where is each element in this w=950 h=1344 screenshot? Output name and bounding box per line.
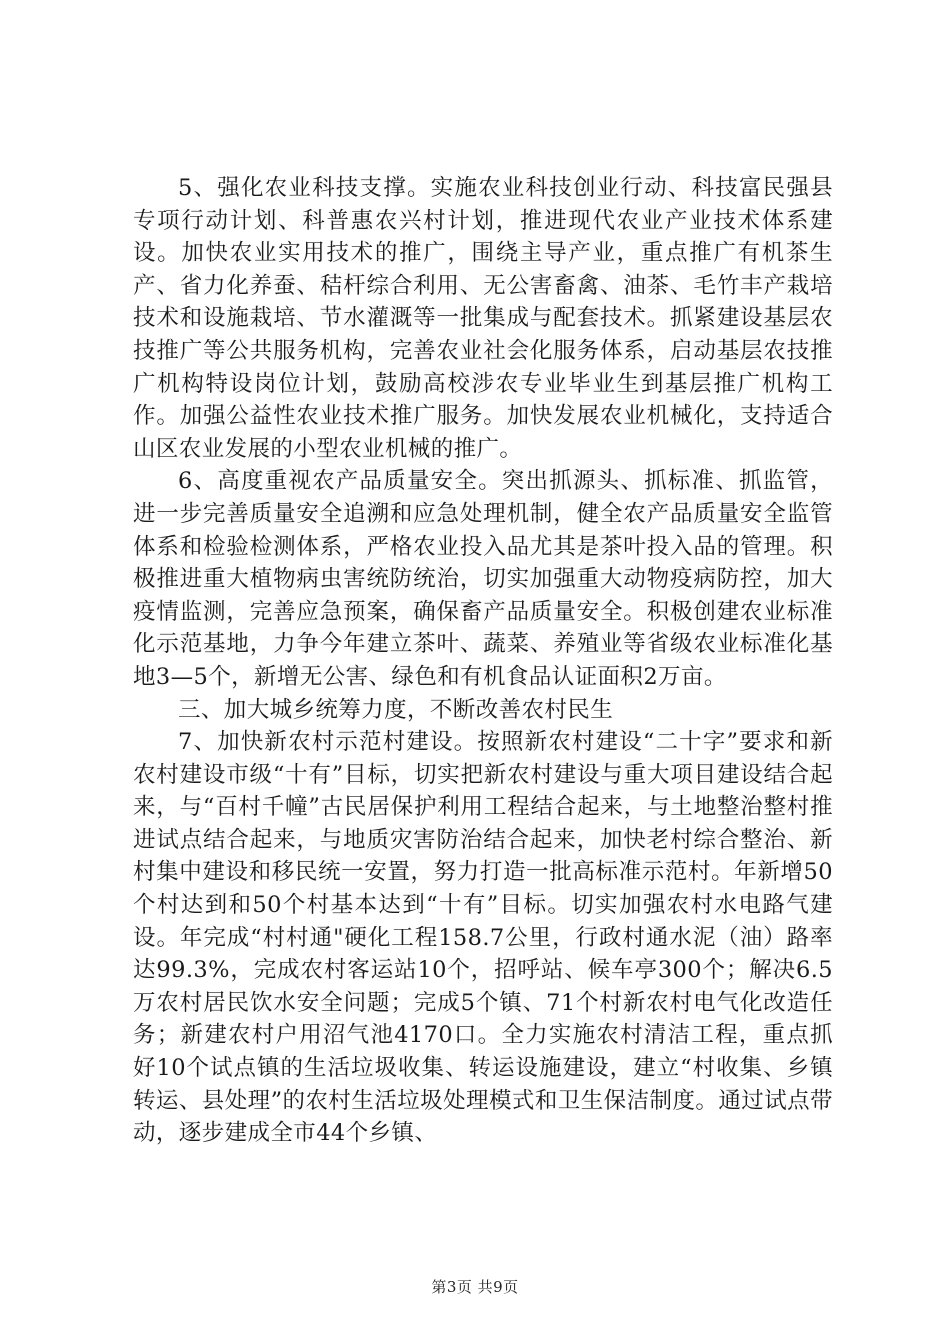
paragraph-7: 7、加快新农村示范村建设。按照新农村建设“二十字”要求和新农村建设市级“十有”目标，切实把新农村建设与重大项目建设结合起来，与“百村千幢”古民居保护利用工程结合起来，与土地整治整村推进试点结合起来，与地质灾害防治结合起来，加快老村综合整治、新村集中建设和移民统一安置，努力打造一批高标准示范村。年新增50个村达到和50个村基本达到“十有”目标。切实加强农村水电路气建设。年完成“村村通"硬化工程158.7公里，行政村通水泥（油）路率达99.3%，完成农村客运站10个，招呼站、候车亭300个；解决6.5万农村居民饮水安全问题；完成5个镇、71个村新农村电气化改造任务；新建农村户用沼气池4170口。全力实施农村清洁工程，重点抓好10个试点镇的生活垃圾收集、转运设施建设，建立“村收集、乡镇转运、县处理”的农村生活垃圾处理模式和卫生保洁制度。通过试点带动，逐步建成全市44个乡镇、	[133, 729, 833, 1147]
document-body	[133, 172, 833, 1150]
page-footer: 第3页 共9页	[431, 1278, 519, 1296]
section-heading: 三、加大城乡统筹力度，不断改善农村民生	[178, 696, 614, 723]
paragraph-6: 6、高度重视农产品质量安全。突出抓源头、抓标准、抓监管，进一步完善质量安全追溯和应急处理机制，健全农产品质量安全监管体系和检验检测体系，严格农业投入品尤其是茶叶投入品的管理。积极推进重大植物病虫害统防统治，切实加强重大动物疫病防控，加大疫情监测，完善应急预案，确保畜产品质量安全。积极创建农业标准化示范基地，力争今年建立茶叶、蔬菜、养殖业等省级农业标准化基地3—5个，新增无公害、绿色和有机食品认证面积2万亩。	[133, 468, 833, 690]
paragraph-5: 5、强化农业科技支撑。实施农业科技创业行动、科技富民强县专项行动计划、科普惠农兴村计划，推进现代农业产业技术体系建设。加快农业实用技术的推广，围绕主导产业，重点推广有机茶生产、省力化养蚕、秸杆综合利用、无公害畜禽、油茶、毛竹丰产栽培技术和设施栽培、节水灌溉等一批集成与配套技术。抓紧建设基层农技推广等公共服务机构，完善农业社会化服务体系，启动基层农技推广机构特设岗位计划，鼓励高校涉农专业毕业生到基层推广机构工作。加强公益性农业技术推广服务。加快发展农业机械化，支持适合山区农业发展的小型农业机械的推广。	[133, 175, 833, 462]
